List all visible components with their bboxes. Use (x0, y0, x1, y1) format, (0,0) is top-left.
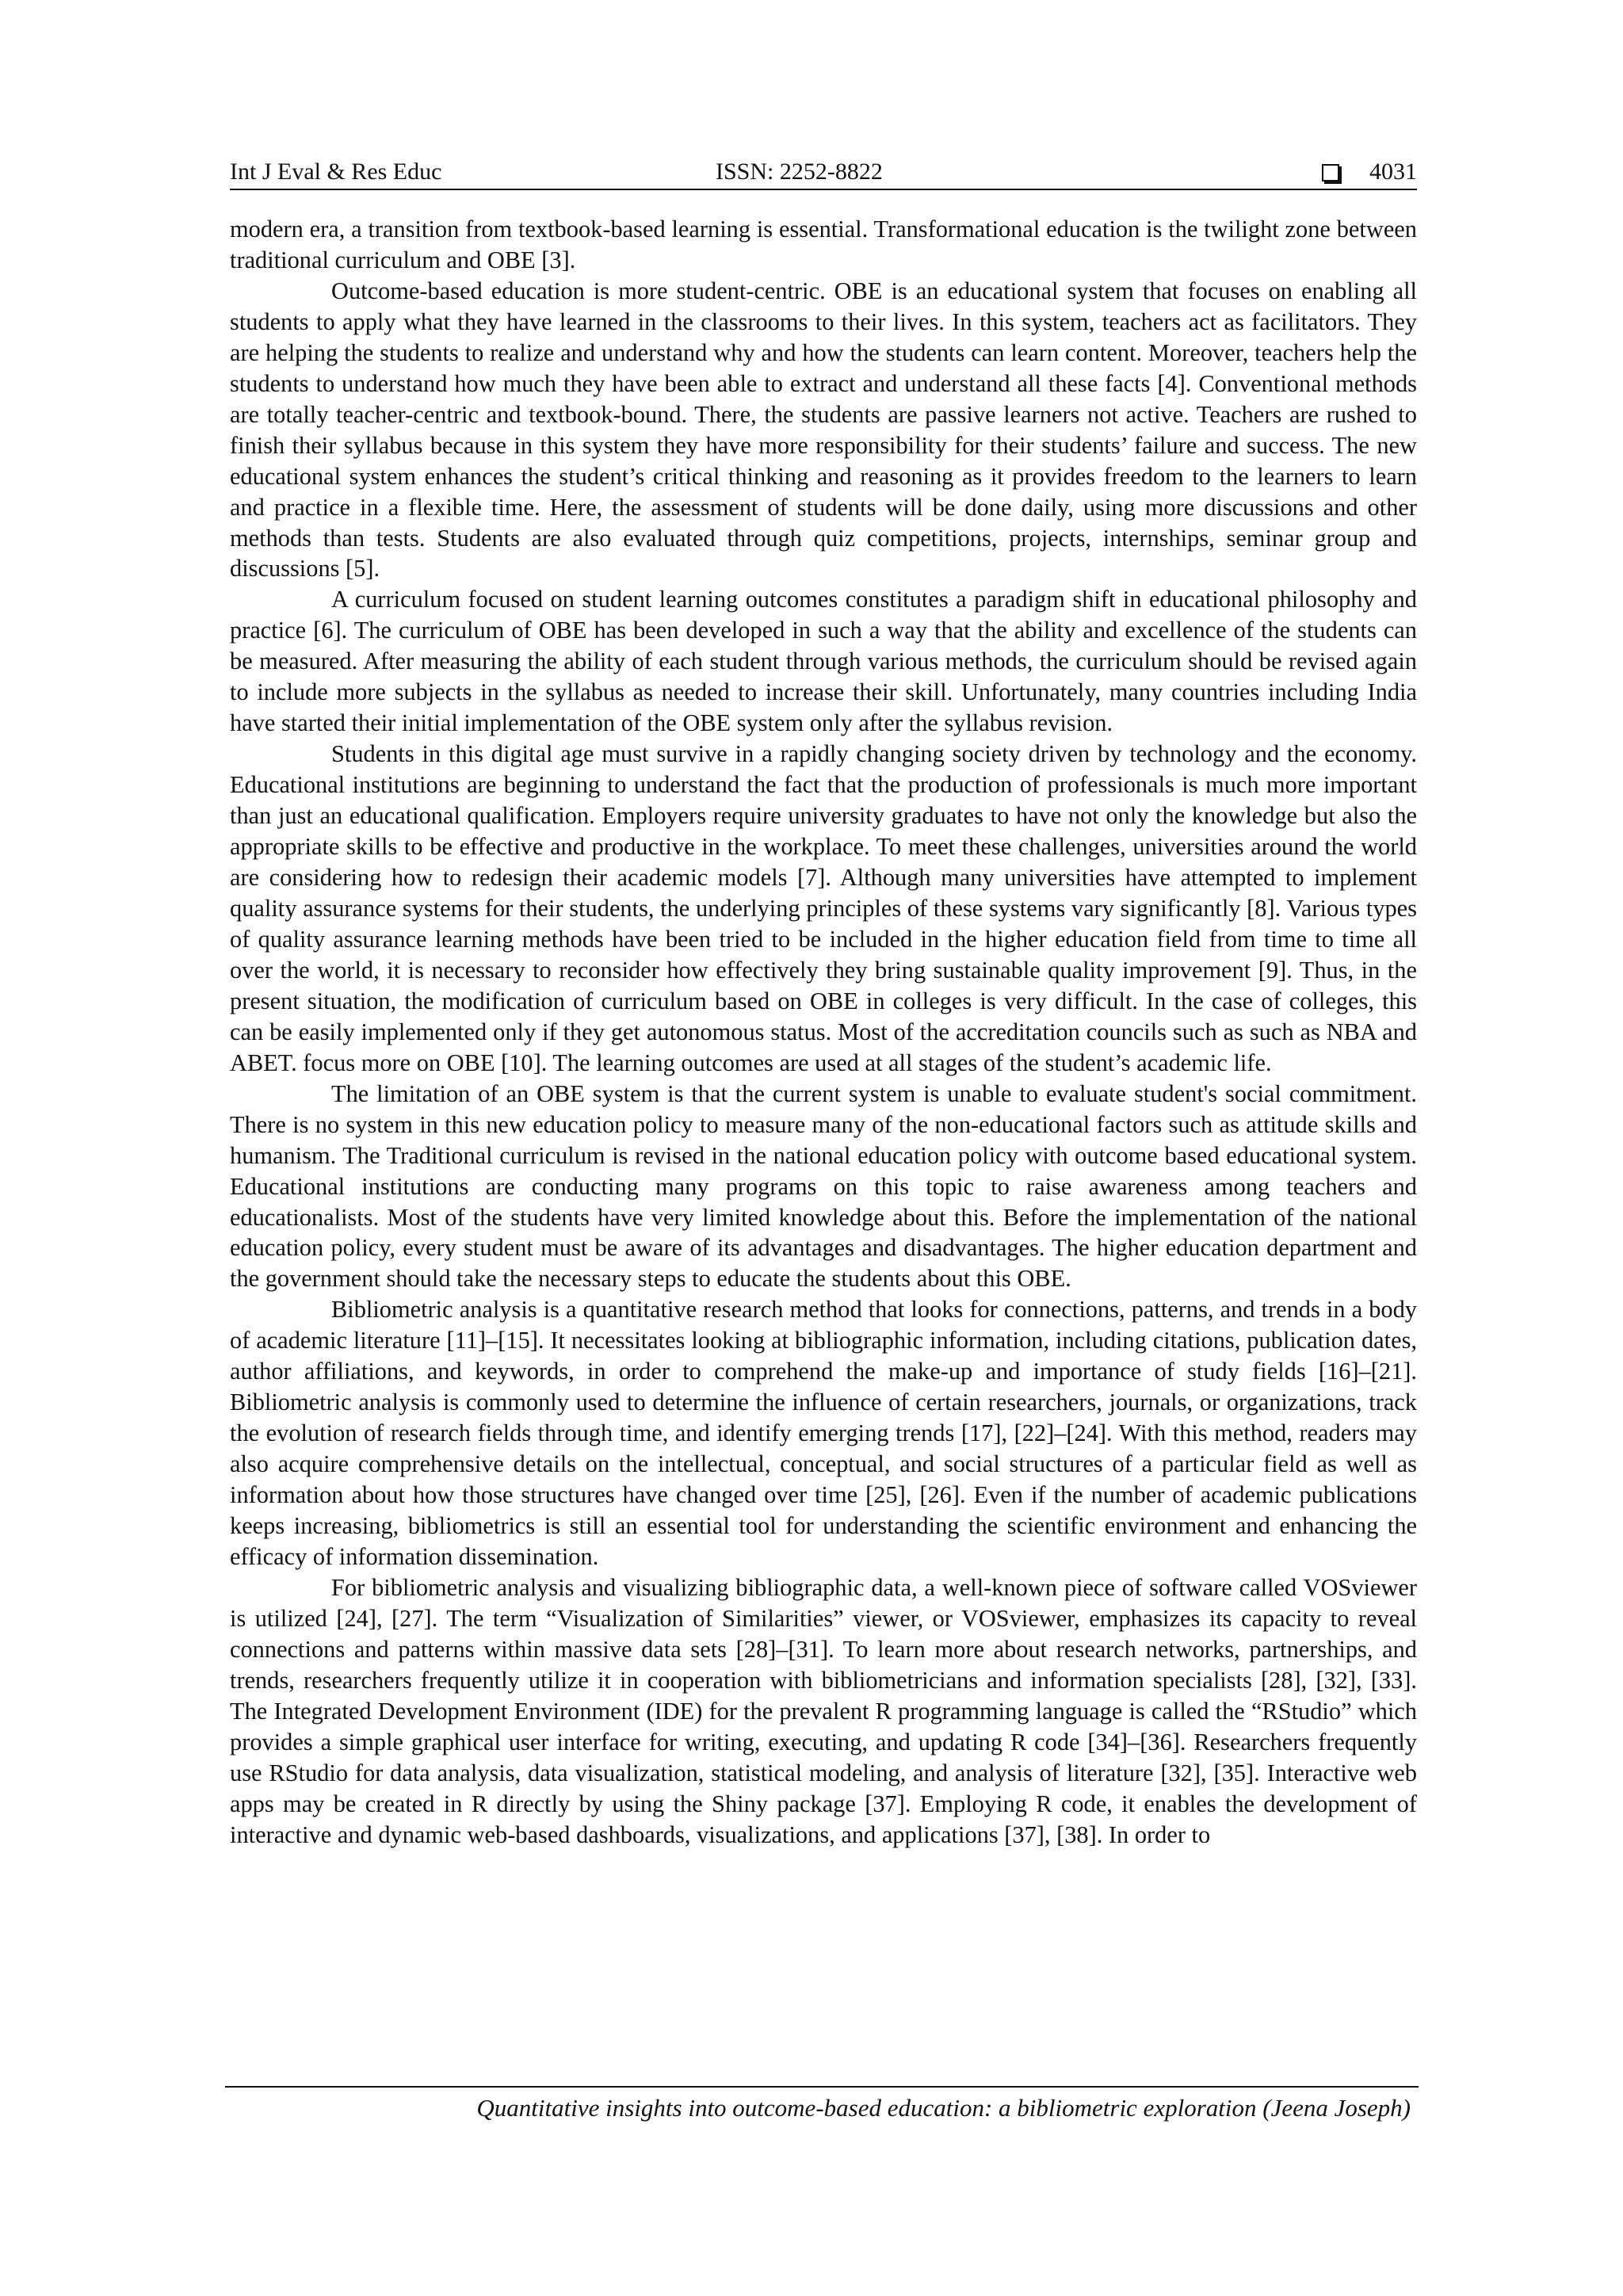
paragraph: The limitation of an OBE system is that the current system is unable to evaluate student's social commitment. There is no system in this new education policy to measure many of the non-educational factors such as attitude skills and humanism. The Traditional curriculum is revised in the national education policy with outcome based educational system. Educational institutions are conducting many programs on this topic to raise awareness among teachers and educationalists. Most of the students have very limited knowledge about this. Before the implementation of the national education policy, every student must be aware of its advantages and disadvantages. The higher education department and the government should take the necessary steps to educate the students about this OBE. (230, 1079, 1417, 1293)
paragraph: Bibliometric analysis is a quantitative research method that looks for connections, patterns, and trends in a body of academic literature [11]–[15]. It necessitates looking at bibliographic information, including citations, publication dates, author affiliations, and keywords, in order to comprehend the make-up and importance of study fields [16]–[21]. Bibliometric analysis is commonly used to determine the influence of certain researchers, journals, or organizations, track the evolution of research fields through time, and identify emerging trends [17], [22]–[24]. With this method, readers may also acquire comprehensive details on the intellectual, conceptual, and social structures of a particular field as well as information about how those structures have changed over time [25], [26]. Even if the number of academic publications keeps increasing, bibliometrics is still an essential tool for understanding the scientific environment and enhancing the efficacy of information dissemination. (230, 1296, 1417, 1570)
page-number-group (1322, 155, 1417, 189)
paragraph: Outcome-based education is more student-centric. OBE is an educational system that focuses on enabling all students to apply what they have learned in the classrooms to their lives. In this system, teachers act as facilitators. They are helping the students to realize and understand why and how the students can learn content. Moreover, teachers help the students to understand how much they have been able to extract and understand all these facts [4]. Conventional methods are totally teacher-centric and textbook-bound. There, the students are passive learners not active. Teachers are rushed to finish their syllabus because in this system they have more responsibility for their students’ failure and success. The new educational system enhances the student’s critical thinking and reasoning as it provides freedom to the learners to learn and practice in a flexible time. Here, the assessment of students will be done daily, using more discussions and other methods than tests. Students are also evaluated through quiz competitions, projects, internships, seminar group and discussions [5]. (230, 277, 1417, 583)
issn: ISSN: 2252-8822 (716, 159, 883, 185)
page-header (230, 155, 1417, 189)
paragraph: For bibliometric analysis and visualizing bibliographic data, a well-known piece of software called VOSviewer is utilized [24], [27]. The term “Visualization of Similarities” viewer, or VOSviewer, emphasizes its capacity to reveal connections and patterns within massive data sets [28]–[31]. To learn more about research networks, partnerships, and trends, researchers frequently utilize it in cooperation with bibliometricians and information specialists [28], [32], [33]. The Integrated Development Environment (IDE) for the prevalent R programming language is called the “RStudio” which provides a simple graphical user interface for writing, executing, and updating R code [34]–[36]. Researchers frequently use RStudio for data analysis, data visualization, statistical modeling, and analysis of literature [32], [35]. Interactive web apps may be created in R directly by using the Shiny package [37]. Employing R code, it enables the development of interactive and dynamic web-based dashboards, visualizations, and applications [37], [38]. In order to (230, 1573, 1417, 1848)
paragraph: Students in this digital age must survive in a rapidly changing society driven by technology and the economy. Educational institutions are beginning to understand the fact that the production of professionals is much more important than just an educational qualification. Employers require university graduates to have not only the knowledge but also the appropriate skills to be effective and productive in the workplace. To meet these challenges, universities around the world are considering how to redesign their academic models [7]. Although many universities have attempted to implement quality assurance systems for their students, the underlying principles of these systems vary significantly [8]. Various types of quality assurance learning methods have been tried to be included in the higher education field from time to time all over the world, it is necessary to reconsider how effectively they bring sustainable quality improvement [9]. Thus, in the present situation, the modification of curriculum based on OBE in colleges is very difficult. In the case of colleges, this can be easily implemented only if they get autonomous status. Most of the accreditation councils such as such as NBA and ABET. focus more on OBE [10]. The learning outcomes are used at all stages of the student’s academic life. (230, 740, 1417, 1076)
square-box-icon (1322, 164, 1339, 181)
page-number: 4031 (1369, 159, 1417, 185)
paragraph: modern era, a transition from textbook-based learning is essential. Transformational education is the twilight zone between traditional curriculum and OBE [3]. (230, 216, 1417, 273)
running-footer: Quantitative insights into outcome-based education: a bibliometric exploration (Jeena Joseph) (476, 2094, 1411, 2122)
paragraph: A curriculum focused on student learning outcomes constitutes a paradigm shift in educational philosophy and practice [6]. The curriculum of OBE has been developed in such a way that the ability and excellence of the students can be measured. After measuring the ability of each student through various methods, the curriculum should be revised again to include more subjects in the syllabus as needed to increase their skill. Unfortunately, many countries including India have started their initial implementation of the OBE system only after the syllabus revision. (230, 586, 1417, 737)
journal-name: Int J Eval & Res Educ (230, 159, 442, 185)
footer-rule (225, 2086, 1419, 2088)
header-rule (230, 189, 1417, 190)
body-text (230, 214, 1417, 1851)
